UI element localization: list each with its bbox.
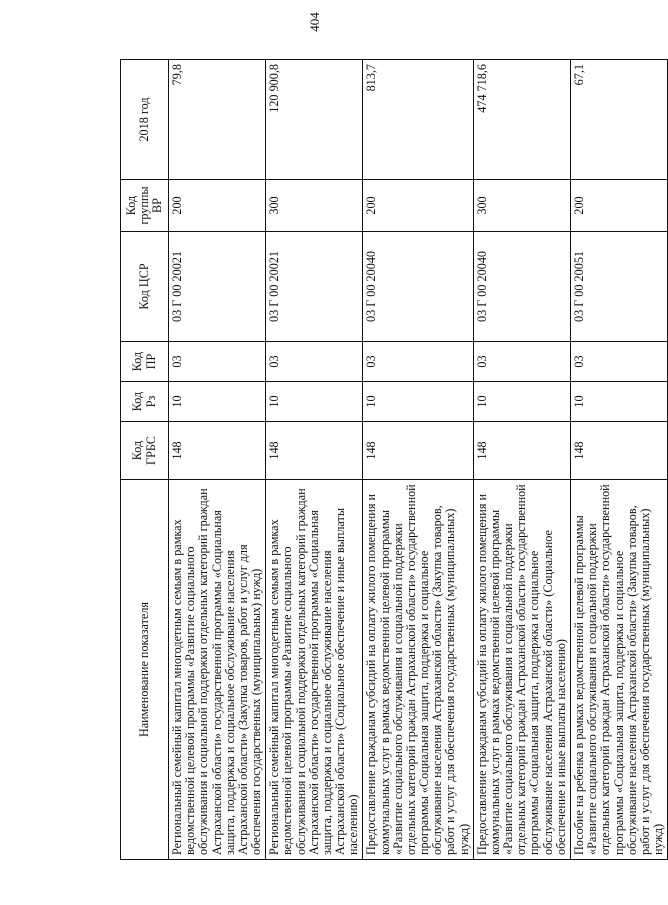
row-grbs: 148	[473, 422, 570, 480]
row-rz: 10	[363, 382, 473, 422]
table-row	[266, 60, 363, 860]
row-pr: 03	[169, 342, 266, 382]
row-pr: 03	[473, 342, 570, 382]
row-grbs: 148	[266, 422, 363, 480]
row-vr: 200	[363, 180, 473, 232]
header-grbs: Код ГРБС	[121, 422, 169, 480]
row-grbs: 148	[363, 422, 473, 480]
row-vr: 200	[570, 180, 667, 232]
row-csr: 03 Г 00 20021	[169, 232, 266, 342]
row-name: Региональный семейный капитал многодетным семьям в рамках ведомственной целевой программы «Развитие социального обслуживания и социальной поддержки отдельных категорий граждан Астраханской области» государственной программы «Социальная защита, поддержка и социальное обслуживание населения Астраханской области» (Закупка товаров, работ и услуг для обеспечения государственных (муниципальных) нужд)	[169, 480, 266, 860]
row-csr: 03 Г 00 20051	[570, 232, 667, 342]
row-csr: 03 Г 00 20040	[473, 232, 570, 342]
header-csr: Код ЦСР	[121, 232, 169, 342]
table-row	[473, 60, 570, 860]
row-rz: 10	[169, 382, 266, 422]
table-row	[570, 60, 667, 860]
row-amount: 79,8	[169, 60, 266, 180]
row-vr: 200	[169, 180, 266, 232]
row-amount: 120 900,8	[266, 60, 363, 180]
table-row	[363, 60, 473, 860]
row-rz: 10	[570, 382, 667, 422]
row-pr: 03	[266, 342, 363, 382]
row-grbs: 148	[570, 422, 667, 480]
row-pr: 03	[570, 342, 667, 382]
row-csr: 03 Г 00 20021	[266, 232, 363, 342]
budget-table-container	[120, 60, 666, 860]
row-name: Пособие на ребенка в рамках ведомственной целевой программы «Развитие социального обслуживания и социальной поддержки отдельных категорий граждан Астраханской области» государственной программы «Социальная защита, поддержка и социальное обслуживание населения Астраханской области» (Закупка товаров, работ и услуг для обеспечения государственных (муниципальных) нужд)	[570, 480, 667, 860]
header-vr: Код группы ВР	[121, 180, 169, 232]
table-row	[169, 60, 266, 860]
row-pr: 03	[363, 342, 473, 382]
row-rz: 10	[266, 382, 363, 422]
row-vr: 300	[266, 180, 363, 232]
budget-table	[120, 59, 668, 860]
header-year: 2018 год	[121, 60, 169, 180]
row-name: Предоставление гражданам субсидий на оплату жилого помещения и коммунальных услуг в рамках ведомственной целевой программы «Развитие социального обслуживания и социальной поддержки отдельных категорий граждан Астраханской области» государственной программы «Социальная защита, поддержка и социальное обслуживание населения Астраханской области» (Социальное обеспечение и иные выплаты населению)	[473, 480, 570, 860]
row-amount: 813,7	[363, 60, 473, 180]
header-rz: Код Рз	[121, 382, 169, 422]
row-grbs: 148	[169, 422, 266, 480]
table-header-row	[121, 60, 169, 860]
header-pr: Код ПР	[121, 342, 169, 382]
row-amount: 474 718,6	[473, 60, 570, 180]
header-name: Наименование показателя	[121, 480, 169, 860]
row-name: Предоставление гражданам субсидий на оплату жилого помещения и коммунальных услуг в рамках ведомственной целевой программы «Развитие социального обслуживания и социальной поддержки отдельных категорий граждан Астраханской области» государственной программы «Социальная защита, поддержка и социальное обслуживание населения Астраханской области» (Закупка товаров, работ и услуг для обеспечения государственных (муниципальных) нужд)	[363, 480, 473, 860]
row-amount: 67,1	[570, 60, 667, 180]
row-rz: 10	[473, 382, 570, 422]
page-number: 404	[306, 12, 322, 32]
row-name: Региональный семейный капитал многодетным семьям в рамках ведомственной целевой программы «Развитие социального обслуживания и социальной поддержки отдельных категорий граждан Астраханской области» государственной программы «Социальная защита, поддержка и социальное обслуживание населения Астраханской области» (Социальное обеспечение и иные выплаты населению)	[266, 480, 363, 860]
row-csr: 03 Г 00 20040	[363, 232, 473, 342]
row-vr: 300	[473, 180, 570, 232]
